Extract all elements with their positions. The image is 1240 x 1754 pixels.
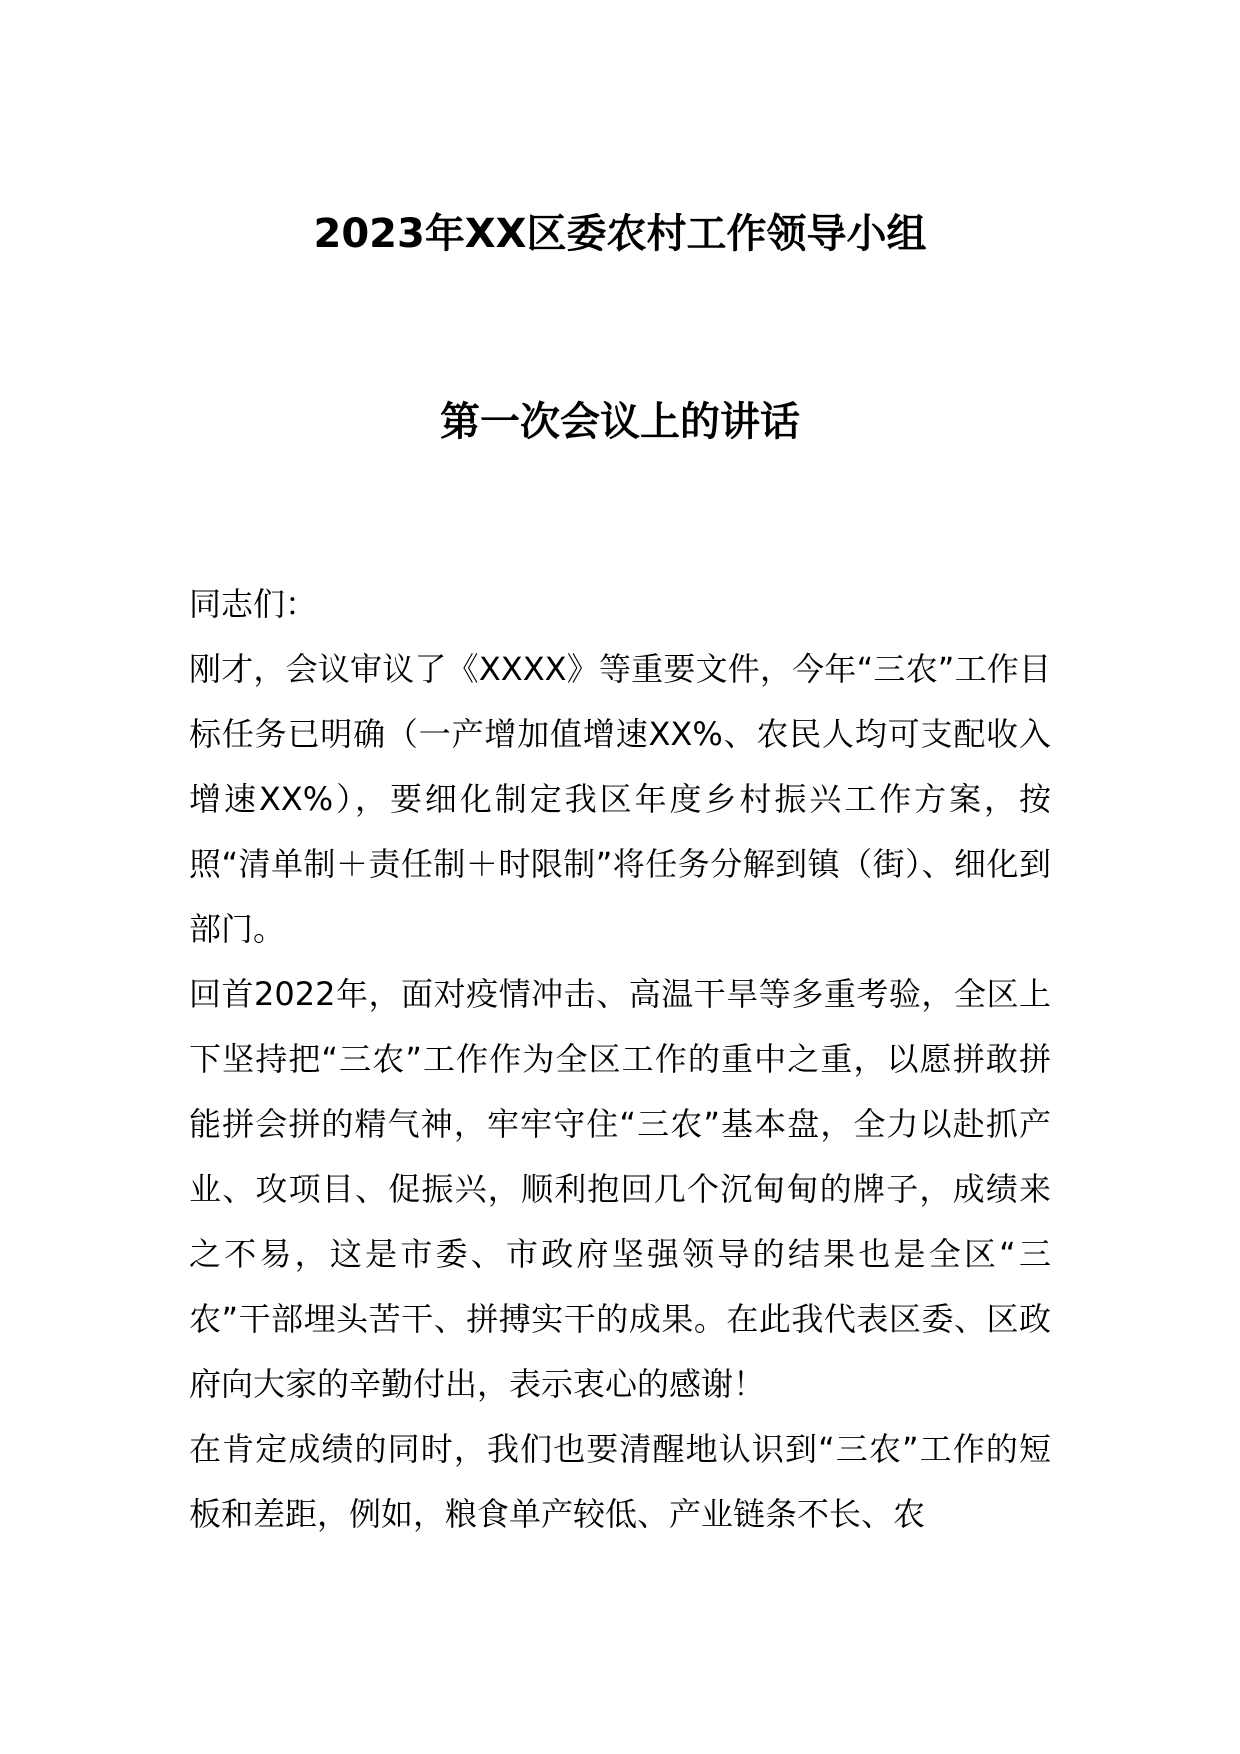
body-paragraph: 刚才，会议审议了《XXXX》等重要文件，今年“三农”工作目标任务已明确（一产增加值增速XX%、农民人均可支配收入增速XX%），要细化制定我区年度乡村振兴工作方案，按照“清单制＋责任制＋时限制”将任务分解到镇（街）、细化到部门。 — [189, 650, 1051, 948]
salutation: 同志们： — [189, 585, 318, 623]
body-paragraph: 回首2022年，面对疫情冲击、高温干旱等多重考验，全区上下坚持把“三农”工作作为全区工作的重中之重，以愿拼敢拼能拼会拼的精气神，牢牢守住“三农”基本盘，全力以赴抓产业、攻项目、促振兴，顺利抱回几个沉甸甸的牌子，成绩来之不易，这是市委、市政府坚强领导的结果也是全区“三农”干部埋头苦干、拼搏实干的成果。在此我代表区委、区政府向大家的辛勤付出，表示衷心的感谢！ — [189, 975, 1051, 1403]
document-title-line-2: 第一次会议上的讲话 — [440, 399, 800, 445]
document-title-line-1: 2023年XX区委农村工作领导小组 — [313, 211, 927, 257]
body-paragraph: 在肯定成绩的同时，我们也要清醒地认识到“三农”工作的短板和差距，例如，粮食单产较低、产业链条不长、农 — [189, 1430, 1051, 1533]
document-body — [189, 572, 1051, 1547]
